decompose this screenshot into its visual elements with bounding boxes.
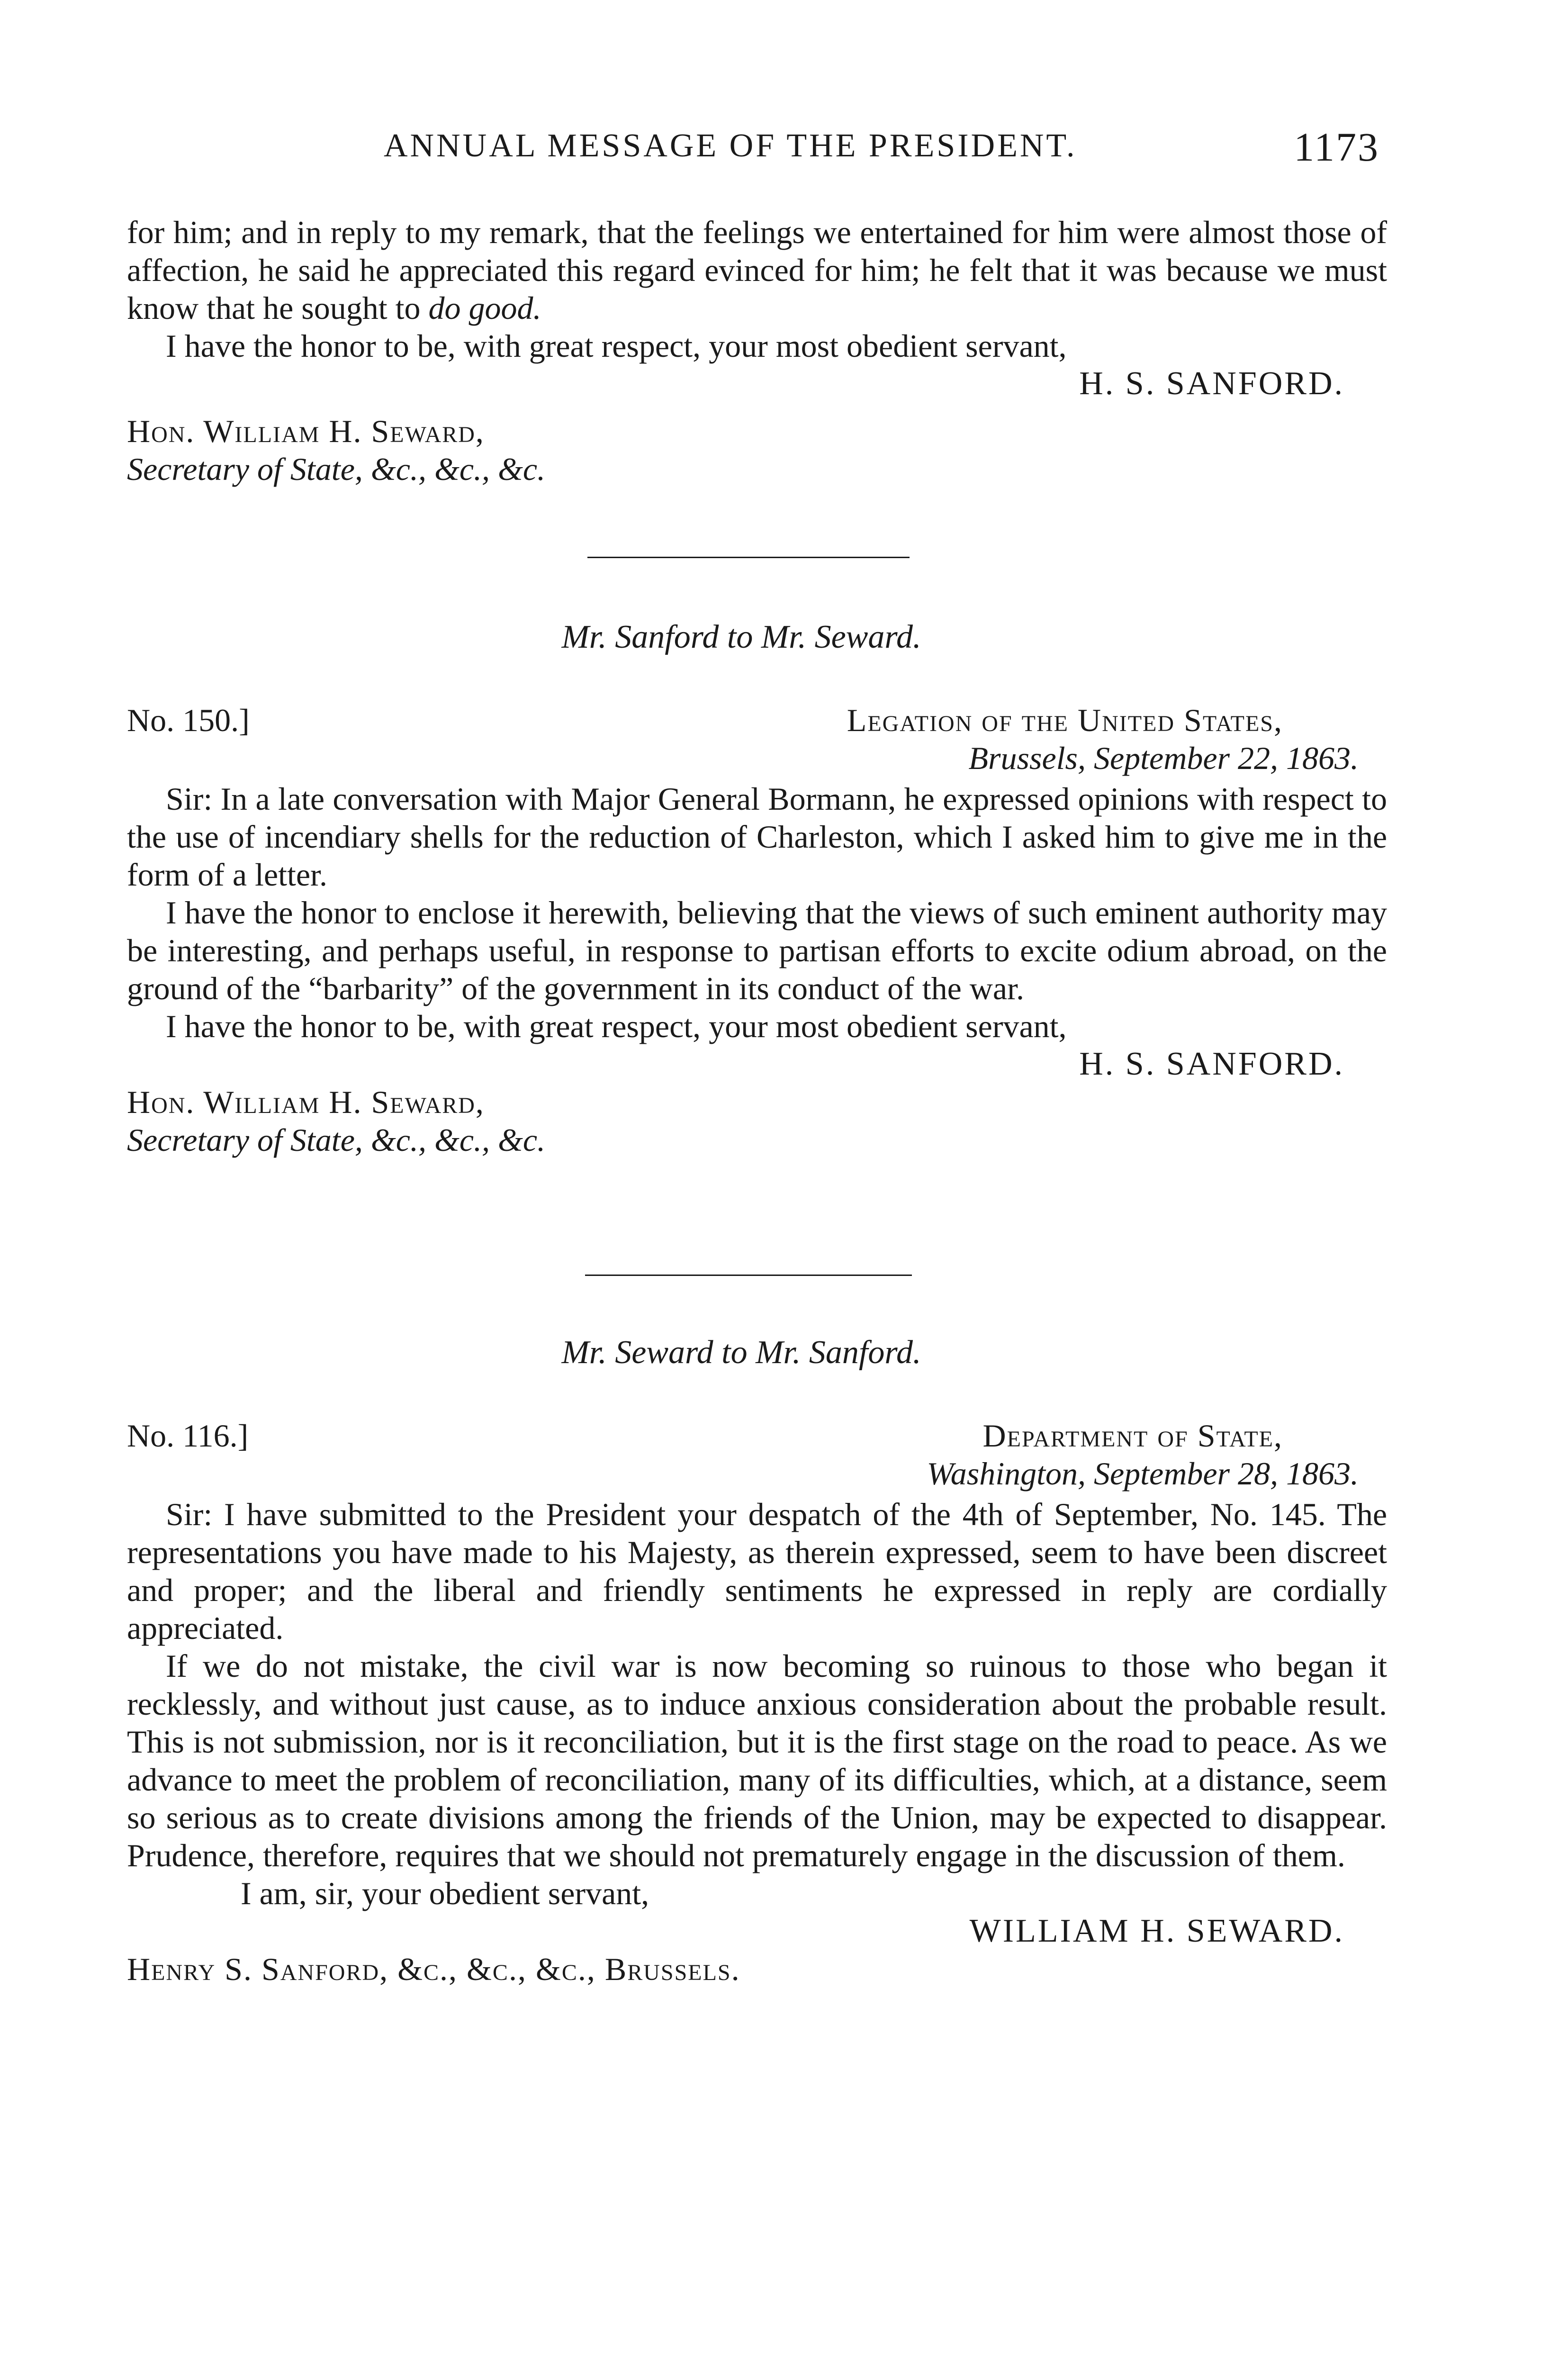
letter1-paragraph-text: for him; and in reply to my remark, that the feelings we entertained for him were almost those of affection, he said he appreciated this regard evinced for him; he felt that it was because we must know that he sought to bbox=[127, 214, 1387, 326]
running-header bbox=[0, 124, 1568, 170]
letter2-origin: Legation of the United States, bbox=[847, 702, 1283, 738]
letter2-addressee-name: Hon. William H. Seward, bbox=[127, 1084, 485, 1120]
letter1-addressee-title: Secretary of State, &c., &c., &c. bbox=[127, 451, 546, 487]
letter2 bbox=[127, 701, 1387, 1159]
letter3-origin: Department of State, bbox=[982, 1418, 1283, 1454]
running-title: ANNUAL MESSAGE OF THE PRESIDENT. bbox=[384, 127, 1077, 164]
section-divider bbox=[585, 1275, 912, 1276]
letter3 bbox=[127, 1417, 1387, 1988]
letter3-number: No. 116.] bbox=[127, 1418, 249, 1454]
letter1-paragraph-emphasis: do good. bbox=[428, 290, 541, 326]
section-divider bbox=[587, 557, 910, 558]
letter1-continuation bbox=[127, 213, 1387, 488]
letter2-addressee-title: Secretary of State, &c., &c., &c. bbox=[127, 1122, 546, 1158]
letter3-heading: Mr. Seward to Mr. Sanford. bbox=[561, 1334, 921, 1371]
page-number: 1173 bbox=[1294, 124, 1379, 170]
letter2-paragraph-1: Sir: In a late conversation with Major General Bormann, he expressed opinions with respect to the use of incendiary shells for the reduction of Charleston, which I asked him to give me in the form of a letter. bbox=[127, 781, 1387, 893]
letter3-closing: I am, sir, your obedient servant, bbox=[241, 1875, 649, 1911]
letter1-signature: H. S. SANFORD. bbox=[1079, 365, 1344, 402]
letter3-addressee: Henry S. Sanford, &c., &c., &c., Brussels. bbox=[127, 1951, 740, 1987]
letter2-number: No. 150.] bbox=[127, 702, 250, 738]
letter2-signature: H. S. SANFORD. bbox=[1079, 1046, 1344, 1082]
letter2-closing: I have the honor to be, with great respect, your most obedient servant, bbox=[166, 1008, 1067, 1044]
letter3-place-date: Washington, September 28, 1863. bbox=[927, 1456, 1359, 1492]
letter2-place-date: Brussels, September 22, 1863. bbox=[968, 740, 1359, 776]
letter1-addressee-name: Hon. William H. Seward, bbox=[127, 413, 485, 449]
letter2-paragraph-2: I have the honor to enclose it herewith, believing that the views of such eminent authority may be interesting, and perhaps useful, in response to partisan efforts to excite odium abroad, on the ground of the “barbarity” of the government in its conduct of the war. bbox=[127, 895, 1387, 1006]
letter1-closing: I have the honor to be, with great respect, your most obedient servant, bbox=[166, 328, 1067, 364]
letter3-signature: WILLIAM H. SEWARD. bbox=[969, 1913, 1344, 1949]
letter3-paragraph-2: If we do not mistake, the civil war is now becoming so ruinous to those who began it recklessly, and without just cause, as to induce anxious consideration about the probable result. This is not submission, nor is it reconciliation, but it is the first stage on the road to peace. As we advance to meet the problem of reconciliation, many of its difficulties, which, at a distance, seem so serious as to create divisions among the friends of the Union, may be expected to disappear. Prudence, therefore, requires that we should not prematurely engage in the discussion of them. bbox=[127, 1648, 1387, 1873]
letter3-dateline bbox=[127, 1417, 1387, 1455]
letter2-heading: Mr. Sanford to Mr. Seward. bbox=[561, 619, 921, 655]
letter3-paragraph-1: Sir: I have submitted to the President your despatch of the 4th of September, No. 145. The representations you have made to his Majesty, as therein expressed, seem to have been discreet and proper; and the liberal and friendly sentiments he expressed in reply are cordially appreciated. bbox=[127, 1496, 1387, 1646]
letter1-paragraph bbox=[127, 213, 1387, 327]
letter2-dateline bbox=[127, 701, 1387, 739]
